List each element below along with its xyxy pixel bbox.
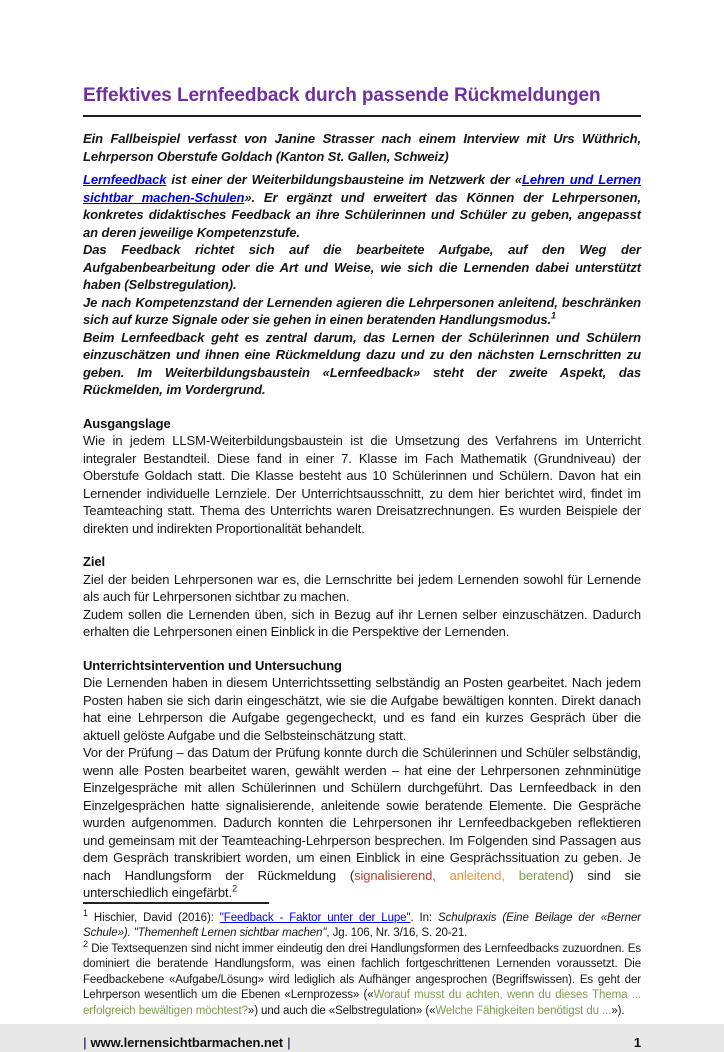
text-run bbox=[505, 868, 519, 883]
ausgangslage-paragraph: Wie in jedem LLSM-Weiterbildungsbaustein ist die Umsetzung des Verfahrens im Unterricht integraler Bestandteil. Diese fand in einer 7. Klasse im Fach Mathematik (Grundniveau) der Oberstufe Goldach statt. Die Klasse besteht aus 10 Schülerinnen und Schülern. Davon hat ein Lernender individuelle Lernziele. Der Unterrichtsausschnitt, zu dem hier berichtet wird, findet im Teamteaching statt. Thema des Unterrichts waren Dreisatzrechnungen. Es wurden Beispiele der direkten und indirekten Proportionalität behandelt. bbox=[83, 433, 641, 536]
quote-selbstregulation: Welche Fähigkeiten benötigst du ... bbox=[435, 1004, 612, 1017]
text-run: Vor der Prüfung – das Datum der Prüfung konnte durch die Schülerinnen und Schüler selbständig, wenn alle Posten bearbeitet waren, gewählt werden – hat eine der Lehrpersonen zehnminütige Einzelgespräche mit allen Schülerinnen und Schülern durchgeführt. Das Lernfeedback in den Einzelgesprächen hatte signalisierende, anleitende sowie beratende Elemente. Die Gespräche wurden aufgenommen. Dadurch konnten die Lehrpersonen ihr Lernfeedbackgeben reflektieren und gemeinsam mit der Teamteaching-Lehrperson besprechen. Im Folgenden sind Passagen aus dem Gespräch transkribiert worden, um einen Einblick in eine Gesprächssituation zu geben. Je nach Handlungsform der Rückmeldung ( bbox=[83, 745, 641, 883]
footnote-1 bbox=[83, 907, 641, 942]
footer-pipe-left: | bbox=[83, 1035, 87, 1050]
section-ziel bbox=[83, 537, 641, 641]
term-signalisierend: signalisierend, bbox=[354, 867, 436, 883]
footnote-2 bbox=[83, 938, 641, 1020]
byline: Ein Fallbeispiel verfasst von Janine Strasser nach einem Interview mit Urs Wüthrich, Lehrperson Oberstufe Goldach (Kanton St. Gallen, Schweiz) bbox=[83, 131, 641, 164]
text-run: , Jg. 106, Nr. 3/16, S. 20-21. bbox=[326, 927, 468, 939]
section-intervention bbox=[83, 641, 641, 902]
ziel-paragraph-1: Ziel der beiden Lehrpersonen war es, die Lernschritte bei jedem Lernenden sowohl für Lernende als auch für Lehrpersonen sichtbar zu machen. bbox=[83, 571, 641, 604]
footnote-ref-2[interactable]: 2 bbox=[232, 883, 237, 894]
ziel-paragraph-2: Zudem sollen die Lernenden üben, sich in Bezug auf ihr Lernen selber einzuschätzen. Dadurch erhalten die Lehrpersonen einen Einblick in die Perspektive der Lernenden. bbox=[83, 606, 641, 639]
link-lernfeedback[interactable]: Lernfeedback bbox=[83, 172, 167, 187]
text-run: . In: bbox=[410, 911, 439, 924]
intervention-paragraph-1: Die Lernenden haben in diesem Unterrichtssetting selbständig an Posten gearbeitet. Nach jedem Posten haben sie sich darin eingeschätzt, wie sie die Aufgabe bewältigen konnten. Direkt danach hat eine Lehrperson die Aufgabe gegengecheckt, und es fand ein kurzes Gespräch über die aktuell gelöste Aufgabe und die Selbsteinschätzung statt. bbox=[83, 675, 641, 743]
page-number: 1 bbox=[633, 1035, 641, 1050]
footnote-separator bbox=[83, 902, 269, 904]
term-beratend: beratend bbox=[518, 867, 570, 883]
intro-paragraph-3 bbox=[83, 294, 641, 329]
text-run: Hischier, David (2016): bbox=[87, 911, 220, 924]
intro-paragraph-4: Beim Lernfeedback geht es zentral darum, das Lernen der Schülerinnen und Schülern einzuschätzen und ihnen eine Rückmeldung dazu und zu den nächsten Lernschritten zu geben. Im Weiterbildungsbaustein «Lernfeedback» steht der zweite Aspekt, das Rückmelden, im Vordergrund. bbox=[83, 329, 641, 397]
text-run: ) sind sie unterschiedlich eingefärbt. bbox=[83, 867, 641, 900]
footnote-2-marker: 2 bbox=[83, 938, 88, 949]
section-ausgangslage bbox=[83, 399, 641, 538]
footnote-1-marker: 1 bbox=[83, 907, 88, 918]
quote-lernprozess: Worauf musst du achten, wenn du dieses Thema ... erfolgreich bewältigen möchtest? bbox=[83, 989, 641, 1017]
intro-section bbox=[83, 171, 641, 399]
text-run-italic: Schulpraxis (Eine Beilage der «Berner Schule»). "Themenheft Lernen sichtbar machen" bbox=[83, 911, 641, 939]
text-run: Je nach Kompetenzstand der Lernenden agieren die Lehrpersonen anleitend, beschränken sich auf kurze Signale oder sie gehen in einen beratenden Handlungsmodus. bbox=[83, 294, 641, 327]
footnote-ref-1[interactable]: 1 bbox=[551, 310, 556, 321]
text-run: Die Textsequenzen sind nicht immer eindeutig den drei Handlungsformen des Lernfeedbacks zuzuordnen. Es dominiert die beratende Handlungsform, was einen fachlich fortgeschrittenen Lernenden voraussetzt. Die Feedbackebene «Aufgabe/Lösung» wird lediglich als Aufhänger angesprochen (Begriffswissen). Es geht der Lehrperson wesentlich um die Ebenen «Lernprozess» (« bbox=[83, 942, 641, 1001]
footer-site bbox=[83, 1034, 291, 1052]
section-heading-ausgangslage: Ausgangslage bbox=[83, 415, 171, 431]
term-anleitend: anleitend, bbox=[449, 867, 505, 883]
page-footer bbox=[83, 1034, 641, 1052]
link-llsm-schulen[interactable]: Lehren und Lernen sichtbar machen-Schulen bbox=[83, 172, 641, 205]
footnotes-block bbox=[83, 902, 641, 1020]
text-run: ») und auch die «Selbstregulation» (« bbox=[247, 1004, 436, 1017]
intro-paragraph-2: Das Feedback richtet sich auf die bearbeitete Aufgabe, auf den Weg der Aufgabenbearbeitung oder die Art und Weise, wie sich die Lernenden dabei unterstützt haben (Selbstregulation). bbox=[83, 242, 641, 292]
intro-paragraph-1 bbox=[83, 171, 641, 241]
footer-site-label: www.lernensichtbarmachen.net bbox=[90, 1035, 284, 1050]
footnote-1-link[interactable]: "Feedback - Faktor unter der Lupe" bbox=[219, 911, 411, 924]
text-run bbox=[436, 868, 450, 883]
text-run: ». Er ergänzt und erweitert das Können der Lehrpersonen, konkretes didaktisches Feedback an ihre Schülerinnen und Schüler zu geben, angepasst an deren jeweilige Kompetenzstufe. bbox=[83, 189, 641, 240]
text-run: »). bbox=[611, 1004, 625, 1017]
footer-pipe-right: | bbox=[287, 1035, 291, 1050]
page-title: Effektives Lernfeedback durch passende Rückmeldungen bbox=[83, 84, 641, 117]
section-heading-ziel: Ziel bbox=[83, 554, 105, 569]
intervention-paragraph-2 bbox=[83, 744, 641, 902]
text-run: ist einer der Weiterbildungsbausteine im Netzwerk der « bbox=[166, 172, 522, 187]
section-heading-intervention: Unterrichtsintervention und Untersuchung bbox=[83, 657, 342, 673]
